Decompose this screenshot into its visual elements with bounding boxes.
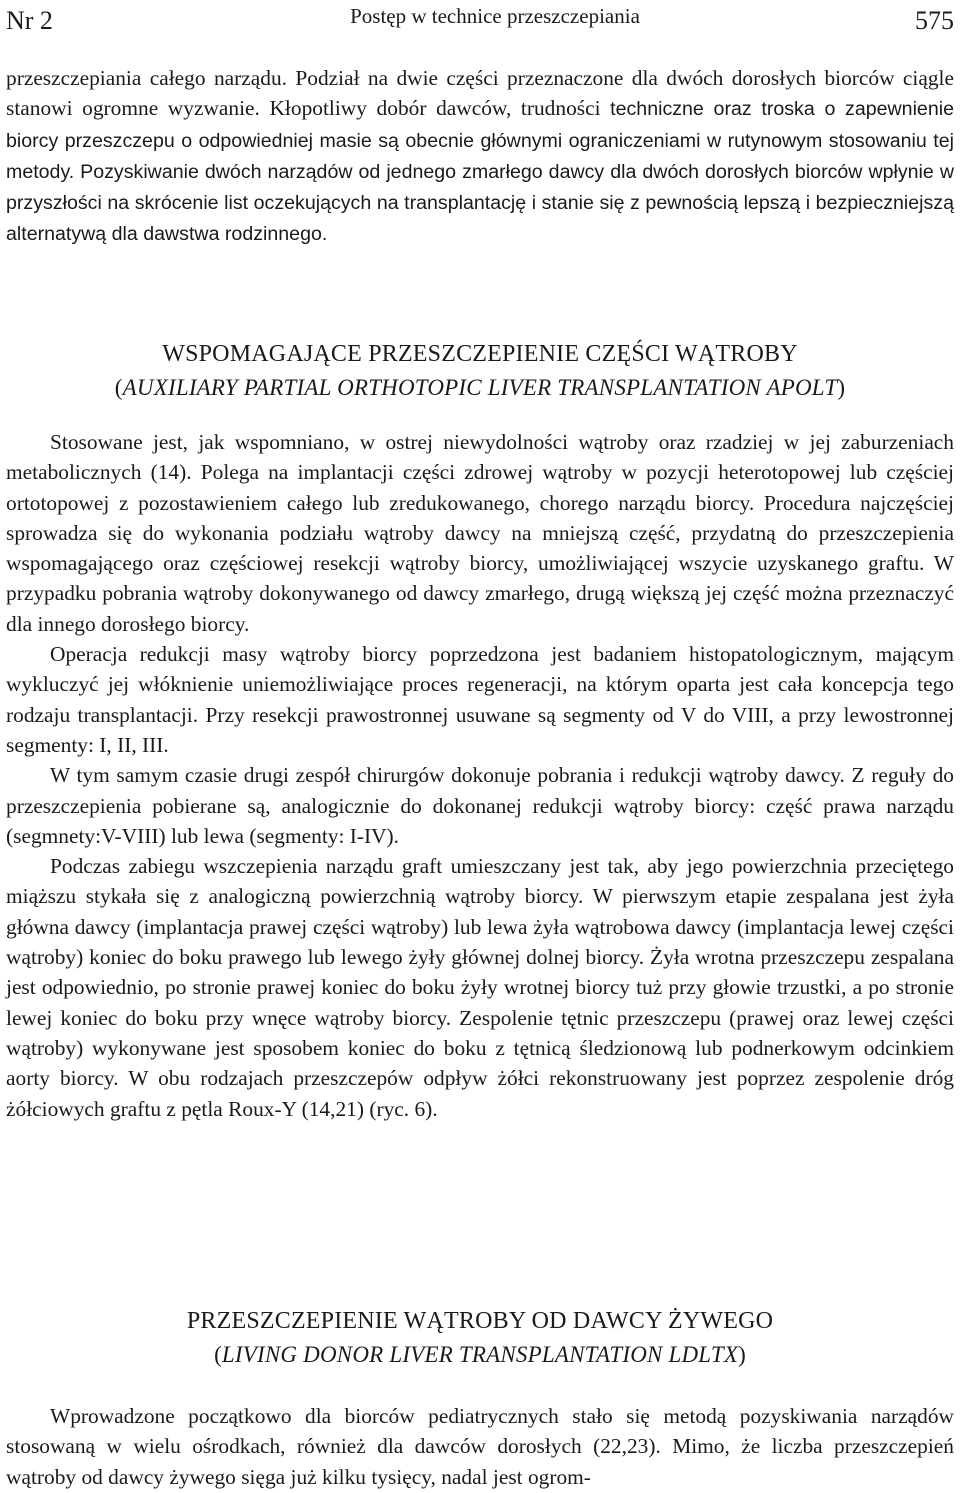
section-heading-apolt <box>0 338 960 404</box>
subtitle-italic: AUXILIARY PARTIAL ORTHOTOPIC LIVER TRANSPLANTATION APOLT <box>122 375 838 400</box>
paren-open: ( <box>214 1342 222 1367</box>
paragraph: Podczas zabiegu wszczepienia narządu graft umieszczany jest tak, aby jego powierzchnia przeciętego miąższu stykała się z analogiczną powierzchnią wątroby biorcy. W pierwszym etapie zespalana jest żyła główna dawcy (implantacja prawej części wątroby) lub lewa żyła wątrobowa dawcy (implantacja lewej części wątroby) koniec do boku prawego lub lewego żyły głównej dolnej biorcy. Żyła wrotna przeszczepu zespalana jest odpowiednio, po stronie prawej koniec do boku żyły wrotnej biorcy tuż przy głowie trzustki, a po stronie lewej koniec do boku przy wnęce wątroby biorcy. Zespolenie tętnic przeszczepu (prawej oraz lewej części wątroby) wykonywane jest sposobem koniec do boku z tętnicą śledzionową lub podnerkowym odcinkiem aorty biorcy. W obu rodzajach przeszczepów odpływ żółci rekonstruowany jest poprzez zespolenie dróg żółciowych graftu z pętla Roux-Y (14,21) (ryc. 6). <box>6 854 954 1121</box>
intro-text <box>6 63 954 250</box>
section-subtitle <box>0 371 960 404</box>
paren-close: ) <box>738 1342 746 1367</box>
paragraph-sans-part: techniczne oraz troska o zapewnienie biorcy przeszczepu o odpowiedniej masie są obecnie głównymi ograniczeniami w rutynowym stosowaniu tej metody. <box>6 98 954 183</box>
subtitle-italic: LIVING DONOR LIVER TRANSPLANTATION LDLTX <box>221 1342 739 1367</box>
paragraph-serif-part: przeszczepiania całego narządu. Podział na dwie części przeznaczone dla dwóch dorosłych biorców ciągle stanowi ogromne wyzwanie. Kłopotliwy dobór dawców, trudności <box>6 66 954 121</box>
paragraph: Stosowane jest, jak wspomniano, w ostrej niewydolności wątroby oraz rzadziej w jej zaburzeniach metabolicznych (14). Polega na implantacji części zdrowej wątroby w pozycji heterotopowej lub częściej ortotopowej z pozostawieniem całego lub zredukowanego, chorego narządu biorcy. Procedura najczęściej sprowadza się do wykonania podziału wątroby dawcy na mniejszą część, przydatną do przeszczepienia wspomagającego oraz częściowej resekcji wątroby biorcy, umożliwiającej wszycie uzyskanego graftu. W przypadku pobrania wątroby dokonywanego od dawcy zmarłego, drugą większą jej część można przeznaczyć dla innego dorosłego biorcy. <box>6 430 954 636</box>
page-header <box>0 0 960 50</box>
paragraph: Operacja redukcji masy wątroby biorcy poprzedzona jest badaniem histopatologicznym, mającym wykluczyć jej włóknienie uniemożliwiające proces regeneracji, na którym oparta jest cała koncepcja tego rodzaju transplantacji. Przy resekcji prawostronnej usuwane są segmenty od V do VIII, a przy lewostronnej segmenty: I, II, III. <box>6 642 954 757</box>
paragraph-sans-part: Pozyskiwanie dwóch narządów od jednego zmarłego dawcy dla dwóch dorosłych biorców wpłynie w przyszłości na skrócenie list oczekujących na transplantację i stanie się z pewnością lepszą i bezpieczniejszą alternatywą dla dawstwa rodzinnego. <box>6 160 954 246</box>
ldltx-text <box>6 1401 954 1492</box>
section-heading-ldltx <box>0 1305 960 1371</box>
apolt-text <box>6 427 954 1124</box>
paragraph: Wprowadzone początkowo dla biorców pediatrycznych stało się metodą pozyskiwania narządów stosowaną w wielu ośrodkach, również dla dawców dorosłych (22,23). Mimo, że liczba przeszczepień wątroby od dawcy żywego sięga już kilku tysięcy, nadal jest ogrom- <box>6 1404 954 1489</box>
paragraph: W tym samym czasie drugi zespół chirurgów dokonuje pobrania i redukcji wątroby dawcy. Z reguły do przeszczepienia pobierane są, analogicznie do dokonanej redukcji wątroby biorcy: część prawa narządu (segmnety:V-VIII) lub lewa (segmenty: I-IV). <box>6 763 954 848</box>
paren-close: ) <box>837 375 846 400</box>
running-title: Postęp w technice przeszczepiania <box>350 4 640 28</box>
section-title: WSPOMAGAJĄCE PRZESZCZEPIENIE CZĘŚCI WĄTROBY <box>162 341 798 367</box>
section-title: PRZESZCZEPIENIE WĄTROBY OD DAWCY ŻYWEGO <box>186 1308 774 1334</box>
paragraph <box>6 63 954 250</box>
section-subtitle <box>0 1338 960 1371</box>
issue-number: Nr 2 <box>6 6 53 35</box>
page-number: 575 <box>915 6 954 35</box>
paren-open: ( <box>114 375 123 400</box>
